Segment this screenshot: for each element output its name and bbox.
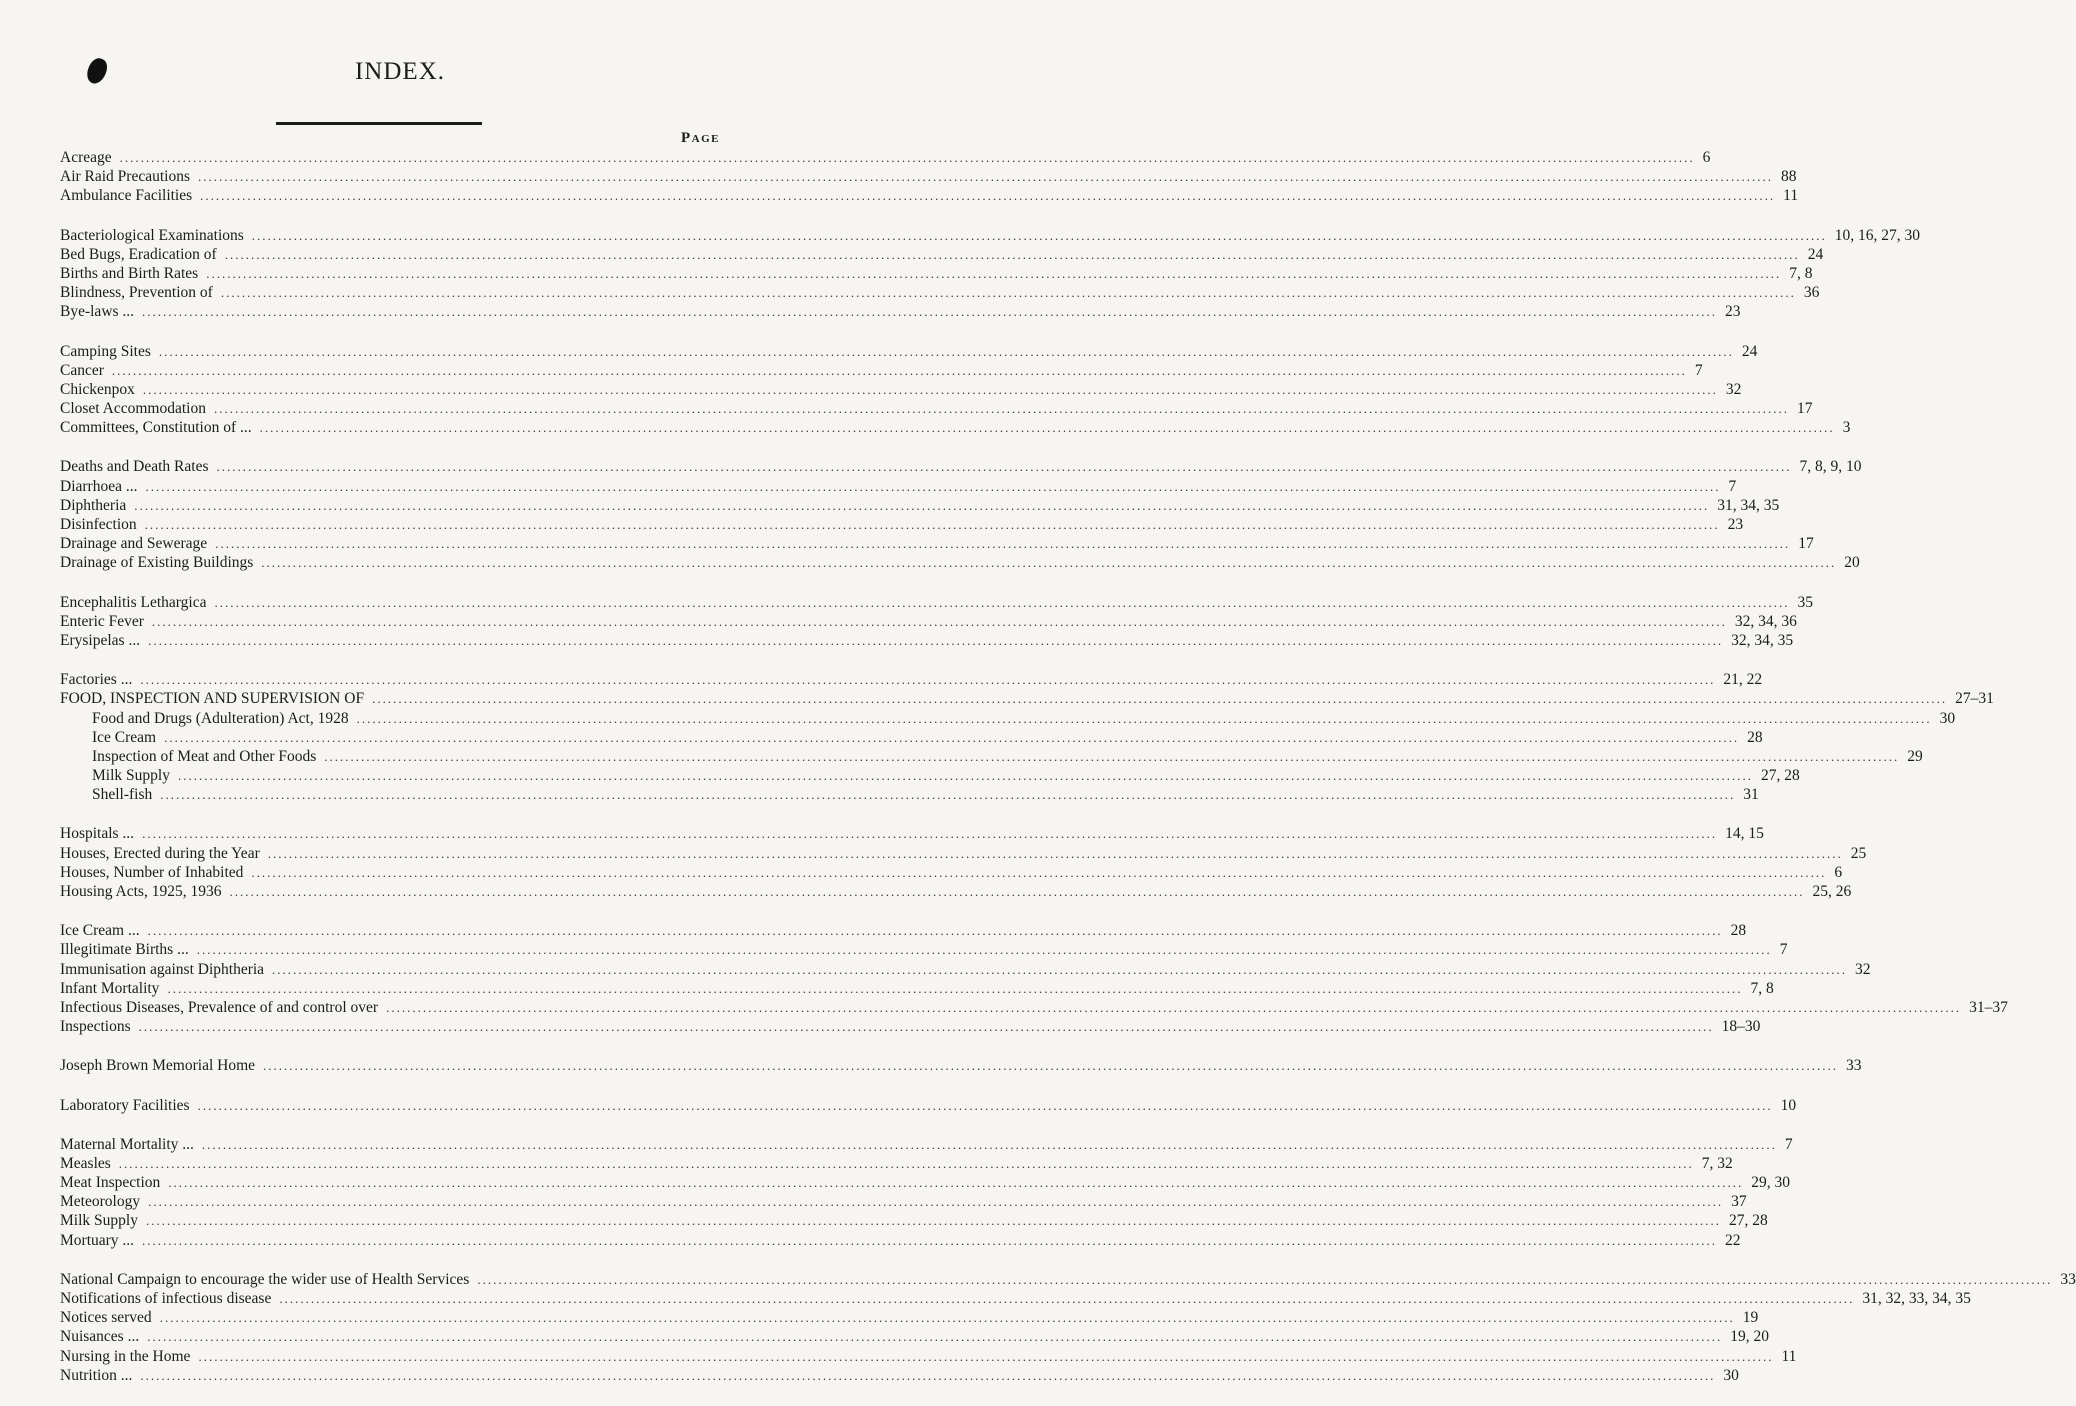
leader-dots: ............................................................................................................................................................................................................................................................................................................ [229, 884, 1805, 899]
entry-label: Houses, Number of Inhabited [60, 863, 244, 881]
entry-label: Deaths and Death Rates [60, 458, 209, 476]
entry-pages: 27, 28 [1728, 1212, 1768, 1230]
entry-label: Factories ... [60, 671, 133, 689]
entry-pages: 10 [1780, 1096, 1797, 1114]
entry-label: Cancer [60, 361, 104, 379]
leader-dots: ............................................................................................................................................................................................................................................................................................................ [263, 1058, 1839, 1074]
leader-dots: ............................................................................................................................................................................................................................................................................................................ [272, 961, 1848, 977]
index-entry [60, 1135, 1793, 1155]
leader-dots: ............................................................................................................................................................................................................................................................................................................ [201, 1136, 1777, 1152]
entry-pages: 11 [1781, 1347, 1797, 1365]
entry-label: Infant Mortality [60, 979, 160, 997]
entry-pages: 7, 32 [1701, 1154, 1733, 1172]
entry-label: Enteric Fever [60, 612, 144, 630]
entry-label: National Campaign to encourage the wider use of Health Services [60, 1270, 470, 1288]
entry-label: Milk Supply [60, 1212, 138, 1230]
index-entry [60, 1193, 1747, 1212]
leader-dots: ............................................................................................................................................................................................................................................................................................................ [214, 594, 1790, 610]
entry-label: Bed Bugs, Eradication of [60, 245, 217, 263]
entry-label: Air Raid Precautions [60, 168, 191, 186]
entry-pages: 31, 34, 35 [1717, 496, 1780, 514]
entry-pages: 7 [1784, 1135, 1793, 1153]
index-entry [60, 1231, 1741, 1251]
index-group [60, 458, 1862, 573]
entry-pages: 30 [1723, 1366, 1739, 1384]
leader-dots: ............................................................................................................................................................................................................................................................................................................ [159, 1310, 1735, 1326]
leader-dots: ............................................................................................................................................................................................................................................................................................................ [261, 555, 1837, 571]
entry-pages: 35 [1797, 593, 1813, 611]
entry-pages: 7, 8 [1789, 264, 1813, 282]
entry-label: Milk Supply [92, 767, 170, 785]
leader-dots: ............................................................................................................................................................................................................................................................................................................ [168, 1175, 1744, 1191]
entry-pages: 37 [1731, 1193, 1747, 1211]
entry-pages: 88 [1781, 168, 1797, 186]
index-entry [60, 380, 1742, 400]
entry-pages: 7 [1779, 941, 1788, 959]
entry-label: Ambulance Facilities [60, 187, 193, 205]
entry-label: Food and Drugs (Adulteration) Act, 1928 [92, 709, 349, 727]
entry-label: Houses, Erected during the Year [60, 844, 260, 862]
entry-pages: 19 [1742, 1309, 1759, 1327]
index-entry [60, 786, 1759, 805]
entry-pages: 24 [1807, 245, 1824, 263]
leader-dots: ............................................................................................................................................................................................................................................................................................................ [220, 285, 1796, 301]
index-entry [60, 187, 1799, 206]
leader-dots: ............................................................................................................................................................................................................................................................................................................ [477, 1271, 2053, 1287]
entry-label: Disinfection [60, 516, 137, 533]
entry-pages: 32 [1725, 380, 1742, 398]
index-entry [60, 496, 1780, 516]
index-entry [60, 1347, 1797, 1367]
index-list [60, 149, 2076, 1406]
leader-dots: ............................................................................................................................................................................................................................................................................................................ [140, 672, 1716, 688]
entry-pages: 30 [1939, 709, 1956, 727]
index-group [60, 1135, 1793, 1251]
entry-pages: 11 [1783, 187, 1799, 205]
index-entry [60, 1018, 1761, 1037]
entry-label: Meteorology [60, 1193, 141, 1211]
leader-dots: ............................................................................................................................................................................................................................................................................................................ [196, 942, 1772, 958]
leader-dots: ............................................................................................................................................................................................................................................................................................................ [386, 999, 1962, 1015]
entry-pages: 24 [1741, 342, 1758, 360]
leader-dots: ............................................................................................................................................................................................................................................................................................................ [324, 748, 1900, 764]
entry-pages: 18–30 [1721, 1018, 1761, 1036]
title-underline [276, 122, 482, 125]
index-entry [60, 149, 1711, 168]
entry-label: Chickenpox [60, 380, 135, 398]
entry-label: Infectious Diseases, Prevalence of and control over [60, 998, 379, 1016]
entry-pages: 28 [1730, 922, 1747, 940]
entry-label: Immunisation against Diphtheria [60, 960, 265, 978]
leader-dots: ............................................................................................................................................................................................................................................................................................................ [177, 768, 1753, 784]
leader-dots: ............................................................................................................................................................................................................................................................................................................ [251, 227, 1827, 243]
leader-dots: ............................................................................................................................................................................................................................................................................................................ [147, 1329, 1723, 1345]
entry-label: Meat Inspection [60, 1174, 161, 1192]
index-group [60, 671, 1994, 805]
entry-pages: 29 [1907, 747, 1923, 765]
index-entry [60, 612, 1797, 632]
index-entry [60, 922, 1747, 941]
entry-label: Maternal Mortality ... [60, 1135, 194, 1153]
leader-dots: ............................................................................................................................................................................................................................................................................................................ [224, 246, 1800, 262]
entry-label: Bye-laws ... [60, 303, 135, 321]
leader-dots: ............................................................................................................................................................................................................................................................................................................ [147, 923, 1723, 939]
index-group [60, 226, 1921, 323]
leader-dots: ............................................................................................................................................................................................................................................................................................................ [148, 1194, 1724, 1210]
page-column-heading: Page [681, 130, 720, 146]
leader-dots: ............................................................................................................................................................................................................................................................................................................ [206, 265, 1782, 281]
leader-dots: ............................................................................................................................................................................................................................................................................................................ [216, 459, 1792, 475]
entry-pages: 32, 34, 35 [1731, 631, 1794, 649]
entry-pages: 6 [1834, 863, 1843, 881]
entry-pages: 14, 15 [1725, 825, 1764, 843]
index-entry [60, 1154, 1733, 1174]
entry-label: Inspection of Meat and Other Foods [92, 747, 317, 765]
index-group [60, 1057, 1862, 1076]
page-title: INDEX. [354, 58, 445, 85]
entry-label: Births and Birth Rates [60, 264, 199, 282]
entry-label: FOOD, INSPECTION AND SUPERVISION OF [60, 690, 365, 708]
index-entry [60, 477, 1737, 497]
index-entry [60, 1057, 1862, 1076]
entry-pages: 3 [1842, 419, 1851, 437]
index-entry [60, 284, 1820, 303]
entry-label: Nursing in the Home [60, 1347, 191, 1365]
entry-pages: 32, 34, 36 [1734, 612, 1797, 630]
entry-label: Joseph Brown Memorial Home [60, 1057, 256, 1075]
leader-dots: ............................................................................................................................................................................................................................................................................................................ [198, 1348, 1774, 1364]
leader-dots: ............................................................................................................................................................................................................................................................................................................ [142, 826, 1718, 842]
entry-label: Notices served [60, 1309, 152, 1327]
entry-pages: 6 [1702, 149, 1711, 166]
leader-dots: ............................................................................................................................................................................................................................................................................................................ [259, 420, 1835, 436]
entry-pages: 25, 26 [1812, 883, 1852, 900]
index-entry [60, 168, 1797, 187]
leader-dots: ............................................................................................................................................................................................................................................................................................................ [164, 729, 1740, 745]
leader-dots: ............................................................................................................................................................................................................................................................................................................ [158, 343, 1734, 359]
entry-pages: 22 [1725, 1231, 1741, 1249]
leader-dots: ............................................................................................................................................................................................................................................................................................................ [372, 691, 1948, 707]
leader-dots: ............................................................................................................................................................................................................................................................................................................ [111, 362, 1687, 378]
entry-pages: 20 [1844, 554, 1860, 572]
index-entry [60, 264, 1813, 284]
leader-dots: ............................................................................................................................................................................................................................................................................................................ [167, 980, 1743, 996]
entry-label: Blindness, Prevention of [60, 284, 213, 302]
entry-label: Camping Sites [60, 342, 151, 360]
leader-dots: ............................................................................................................................................................................................................................................................................................................ [198, 169, 1774, 185]
index-group [60, 825, 1867, 902]
index-entry [60, 226, 1921, 246]
leader-dots: ............................................................................................................................................................................................................................................................................................................ [140, 1367, 1716, 1383]
entry-label: Illegitimate Births ... [60, 941, 189, 959]
entry-label: Bacteriological Examinations [60, 226, 244, 244]
entry-pages: 28 [1747, 728, 1763, 746]
entry-pages: 27, 28 [1760, 767, 1800, 785]
leader-dots: ............................................................................................................................................................................................................................................................................................................ [267, 845, 1843, 861]
index-entry [60, 419, 1851, 438]
entry-label: Ice Cream ... [60, 922, 140, 940]
leader-dots: ............................................................................................................................................................................................................................................................................................................ [118, 1155, 1694, 1171]
entry-label: Mortuary ... [60, 1231, 135, 1249]
leader-dots: ............................................................................................................................................................................................................................................................................................................ [142, 381, 1718, 397]
entry-pages: 31 [1743, 786, 1759, 804]
index-entry [60, 1366, 1739, 1386]
index-entry [60, 1309, 1759, 1328]
entry-pages: 23 [1725, 303, 1741, 321]
entry-label: Drainage of Existing Buildings [60, 554, 254, 572]
entry-pages: 7, 8, 9, 10 [1799, 458, 1862, 476]
leader-dots: ............................................................................................................................................................................................................................................................................................................ [197, 1097, 1773, 1113]
entry-label: Diphtheria [60, 496, 127, 514]
index-entry [60, 535, 1814, 554]
index-entry [60, 1328, 1769, 1347]
entry-pages: 27–31 [1955, 690, 1994, 708]
entry-pages: 10, 16, 27, 30 [1834, 226, 1921, 244]
index-group [60, 1270, 2076, 1386]
entry-pages: 23 [1727, 516, 1744, 533]
index-entry [60, 883, 1852, 902]
entry-pages: 7 [1694, 361, 1703, 379]
leader-dots: ............................................................................................................................................................................................................................................................................................................ [148, 632, 1724, 648]
entry-label: Shell-fish [92, 786, 153, 804]
entry-pages: 32 [1855, 960, 1871, 978]
leader-dots: ............................................................................................................................................................................................................................................................................................................ [145, 1213, 1721, 1229]
entry-pages: 17 [1798, 535, 1814, 553]
leader-dots: ............................................................................................................................................................................................................................................................................................................ [138, 1019, 1714, 1035]
entry-label: Closet Accommodation [60, 400, 206, 418]
leader-dots: ............................................................................................................................................................................................................................................................................................................ [142, 1232, 1718, 1248]
index-entry [60, 728, 1763, 748]
leader-dots: ............................................................................................................................................................................................................................................................................................................ [160, 787, 1736, 803]
entry-label: Acreage [60, 149, 112, 166]
index-entry [60, 863, 1843, 883]
entry-label: Hospitals ... [60, 825, 135, 843]
entry-pages: 33 [2060, 1270, 2076, 1288]
entry-label: Nutrition ... [60, 1366, 133, 1384]
leader-dots: ............................................................................................................................................................................................................................................................................................................ [279, 1291, 1855, 1306]
leader-dots: ............................................................................................................................................................................................................................................................................................................ [144, 517, 1720, 532]
entry-pages: 17 [1796, 400, 1813, 418]
entry-pages: 21, 22 [1723, 671, 1763, 689]
index-entry [60, 342, 1758, 362]
entry-pages: 29, 30 [1751, 1174, 1791, 1192]
entry-label: Ice Cream [92, 728, 157, 746]
index-entry [60, 844, 1867, 864]
entry-pages: 36 [1803, 284, 1820, 302]
index-group [60, 149, 1799, 207]
index-entry [60, 690, 1994, 709]
entry-label: Erysipelas ... [60, 631, 141, 649]
entry-pages: 33 [1846, 1057, 1862, 1075]
index-entry [60, 593, 1813, 613]
index-entry [60, 1290, 1971, 1309]
entry-pages: 19, 20 [1730, 1328, 1769, 1346]
index-entry [60, 554, 1860, 573]
index-entry [60, 671, 1763, 690]
leader-dots: ............................................................................................................................................................................................................................................................................................................ [213, 401, 1789, 417]
entry-label: Committees, Constitution of ... [60, 419, 252, 437]
leader-dots: ............................................................................................................................................................................................................................................................................................................ [200, 188, 1776, 204]
entry-pages: 7, 8 [1750, 979, 1774, 997]
leader-dots: ............................................................................................................................................................................................................................................................................................................ [119, 150, 1695, 165]
index-entry [60, 709, 1956, 729]
leader-dots: ............................................................................................................................................................................................................................................................................................................ [215, 536, 1791, 552]
index-entry [60, 458, 1862, 477]
index-entry [60, 979, 1774, 999]
index-entry [60, 1212, 1768, 1231]
leader-dots: ............................................................................................................................................................................................................................................................................................................ [145, 478, 1721, 494]
index-entry [60, 747, 1923, 767]
entry-label: Encephalitis Lethargica [60, 593, 207, 611]
index-entry [60, 245, 1824, 265]
leader-dots: ............................................................................................................................................................................................................................................................................................................ [356, 710, 1932, 726]
index-entry [60, 631, 1794, 651]
index-entry [60, 960, 1871, 980]
leader-dots: ............................................................................................................................................................................................................................................................................................................ [251, 864, 1827, 880]
index-entry [60, 400, 1813, 419]
entry-pages: 25 [1850, 844, 1867, 862]
index-entry [60, 516, 1744, 535]
index-group [60, 342, 1851, 439]
entry-label: Inspections [60, 1018, 131, 1036]
index-entry [60, 998, 2008, 1018]
index-entry [60, 1096, 1797, 1116]
index-entry [60, 767, 1800, 786]
index-entry [60, 1270, 2076, 1290]
entry-label: Nuisances ... [60, 1328, 140, 1346]
entry-pages: 7 [1728, 477, 1737, 495]
index-group [60, 1096, 1797, 1116]
index-entry [60, 303, 1741, 322]
entry-pages: 31–37 [1969, 998, 2008, 1016]
index-entry [60, 825, 1764, 844]
index-group [60, 922, 2008, 1037]
index-entry [60, 1174, 1791, 1193]
entry-label: Diarrhoea ... [60, 477, 138, 495]
entry-label: Laboratory Facilities [60, 1096, 190, 1114]
index-group [60, 593, 1813, 652]
entry-label: Notifications of infectious disease [60, 1290, 272, 1307]
entry-label: Housing Acts, 1925, 1936 [60, 883, 222, 900]
index-entry [60, 941, 1788, 960]
leader-dots: ............................................................................................................................................................................................................................................................................................................ [142, 304, 1718, 320]
leader-dots: ............................................................................................................................................................................................................................................................................................................ [151, 613, 1727, 629]
entry-label: Drainage and Sewerage [60, 535, 208, 553]
entry-label: Measles [60, 1154, 111, 1172]
entry-pages: 31, 32, 33, 34, 35 [1862, 1290, 1971, 1307]
index-entry [60, 361, 1703, 381]
leader-dots: ............................................................................................................................................................................................................................................................................................................ [134, 497, 1710, 513]
